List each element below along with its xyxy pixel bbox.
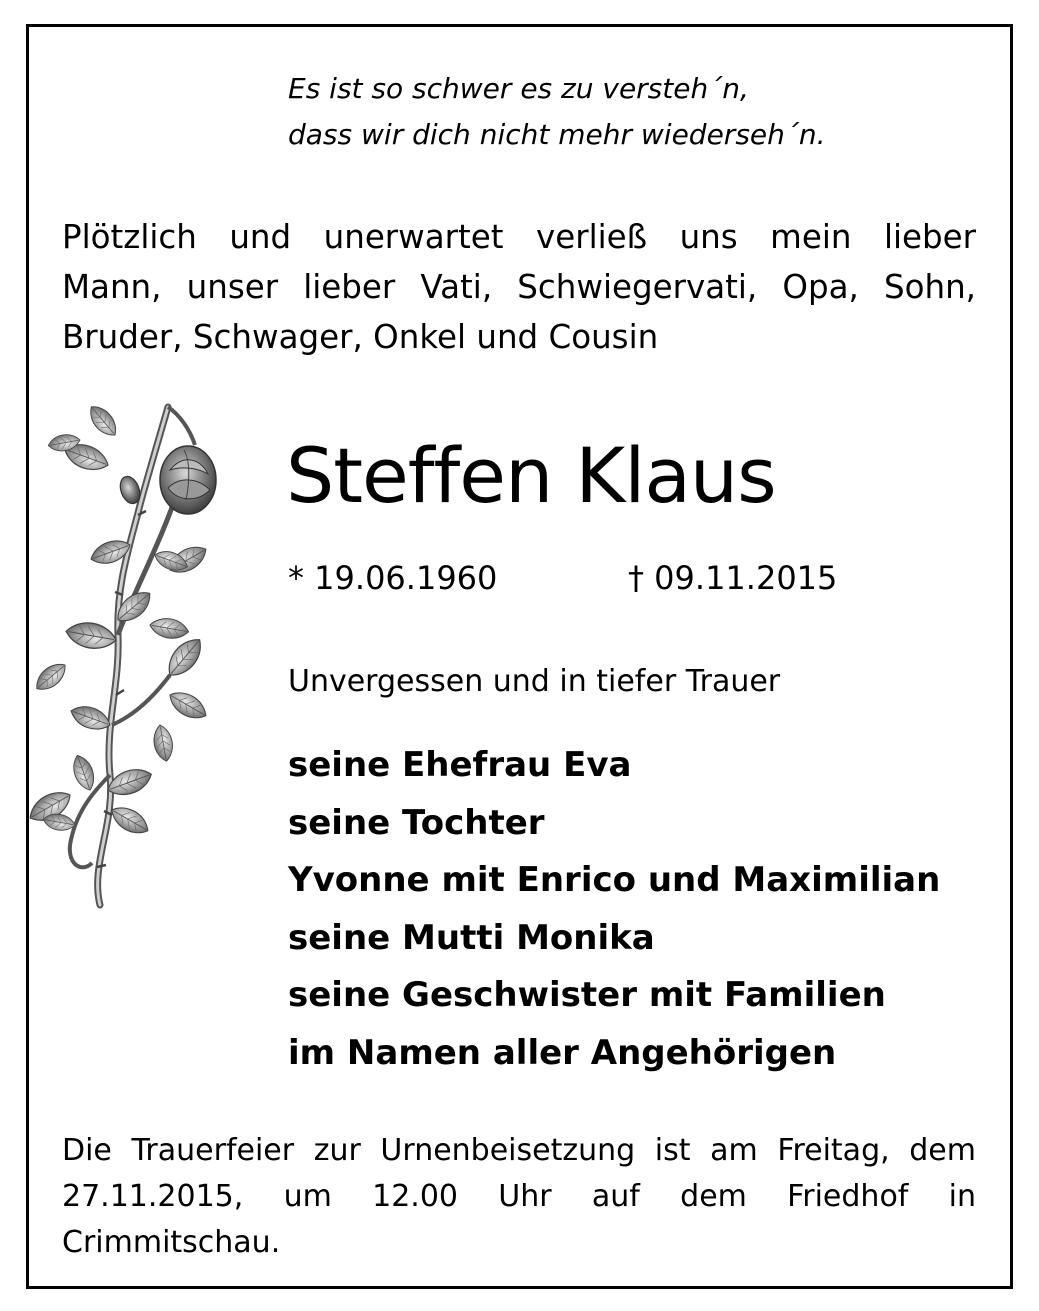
- service-info: [62, 1128, 976, 1266]
- intro-line-2: Mann, unser lieber Vati, Schwiegervati, Opa, Sohn,: [62, 268, 976, 306]
- service-line-2: 27.11.2015, um 12.00 Uhr auf dem Friedhof in: [62, 1179, 976, 1214]
- mourners-list: [288, 737, 940, 1082]
- mourning-phrase: Unvergessen und in tiefer Trauer: [288, 664, 781, 699]
- rose-branch-icon: [20, 395, 270, 935]
- death-date: † 09.11.2015: [628, 559, 838, 597]
- intro-line-3: Bruder, Schwager, Onkel und Cousin: [62, 318, 659, 356]
- service-line-1: Die Trauerfeier zur Urnenbeisetzung ist am Freitag, dem: [62, 1133, 976, 1168]
- deceased-name: Steffen Klaus: [286, 431, 776, 520]
- mourner-line: im Namen aller Angehörigen: [288, 1032, 837, 1073]
- mourner-line: seine Geschwister mit Familien: [288, 975, 886, 1015]
- mourner-line: seine Mutti Monika: [288, 917, 655, 958]
- life-dates: [288, 556, 838, 600]
- service-line-3: Crimmitschau.: [62, 1225, 281, 1260]
- verse: [288, 66, 928, 158]
- intro-text: [62, 212, 976, 362]
- mourner-line: seine Tochter: [288, 802, 545, 843]
- birth-date: * 19.06.1960: [288, 559, 498, 597]
- mourner-line: Yvonne mit Enrico und Maximilian: [288, 860, 941, 900]
- verse-line-2: dass wir dich nicht mehr wiederseh´n.: [288, 118, 826, 151]
- intro-line-1: Plötzlich und unerwartet verließ uns mein lieber: [62, 218, 976, 256]
- verse-line-1: Es ist so schwer es zu versteh´n,: [288, 72, 749, 105]
- mourner-line: seine Ehefrau Eva: [288, 745, 632, 785]
